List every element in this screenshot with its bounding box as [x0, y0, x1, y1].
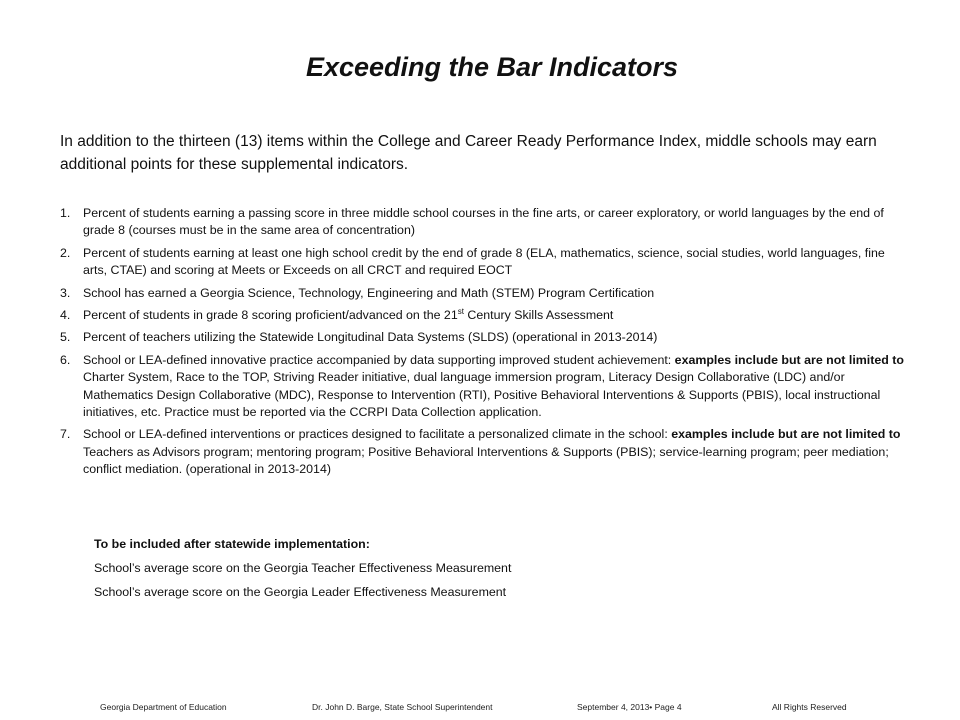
- item-text: Percent of students in grade 8 scoring proficient/advanced on the 21: [83, 308, 458, 323]
- item-text: School has earned a Georgia Science, Technology, Engineering and Math (STEM) Program Certification: [83, 285, 655, 300]
- item-bold-text: examples include but are not limited to: [674, 352, 904, 367]
- item-bold-text: examples include but are not limited to: [671, 427, 901, 442]
- item-text: School or LEA-defined interventions or practices designed to facilitate a personalized climate in the school:: [83, 427, 672, 442]
- list-item: [60, 329, 910, 346]
- item-text-cont: Teachers as Advisors program; mentoring program; Positive Behavioral Interventions & Supports (PBIS); service-learning program; peer mediation; conflict mediation. (operational in 2013-2014): [83, 444, 889, 477]
- footer-rights: All Rights Reserved: [772, 702, 847, 712]
- footer-date-page: September 4, 2013• Page 4: [577, 702, 682, 712]
- footer-org: Georgia Department of Education: [100, 702, 227, 712]
- list-item: [60, 307, 910, 324]
- list-item: [60, 205, 910, 240]
- superscript: st: [457, 306, 464, 316]
- item-number: 6.: [60, 352, 71, 367]
- item-text: Percent of teachers utilizing the Statewide Longitudinal Data Systems (SLDS) (operational in 2013-2014): [83, 330, 658, 345]
- item-number: 7.: [60, 427, 71, 442]
- item-text-cont: Charter System, Race to the TOP, Striving Reader initiative, dual language immersion program, Literacy Design Collaborative (LDC) and/or Mathematics Design Collaborative (MDC), Response to Intervention (RTI), Positive Behavioral Interventions & Supports (PBIS), local instructional initiatives, etc. Practice must be reported via the CCRPI Data Collection application.: [83, 370, 881, 420]
- item-text-cont: Century Skills Assessment: [463, 308, 614, 323]
- intro-paragraph: In addition to the thirteen (13) items within the College and Career Ready Performance Index, middle schools may earn additional points for these supplemental indicators.: [60, 133, 877, 173]
- indicator-list: [60, 205, 910, 484]
- page-title: Exceeding the Bar Indicators: [305, 52, 679, 82]
- item-number: 5.: [60, 330, 71, 345]
- future-section: [94, 536, 894, 608]
- list-item: [60, 352, 910, 422]
- footer-superintendent: Dr. John D. Barge, State School Superintendent: [312, 702, 493, 712]
- list-item: [60, 285, 910, 302]
- future-line: School’s average score on the Georgia Leader Effectiveness Measurement: [94, 585, 507, 599]
- item-number: 1.: [60, 206, 71, 220]
- item-text: Percent of students earning at least one high school credit by the end of grade 8 (ELA, mathematics, science, social studies, world languages, fine arts, CTAE) and scoring at Meets or Exceeds on all CRCT and required EOCT: [83, 245, 885, 278]
- future-line: School’s average score on the Georgia Teacher Effectiveness Measurement: [94, 561, 512, 575]
- item-number: 2.: [60, 245, 71, 260]
- future-heading: To be included after statewide implementation:: [94, 537, 370, 551]
- item-text: School or LEA-defined innovative practice accompanied by data supporting improved student achievement:: [83, 352, 675, 367]
- page-footer: [0, 702, 960, 716]
- list-item: [60, 426, 910, 478]
- item-text: Percent of students earning a passing score in three middle school courses in the fine arts, or career exploratory, or world languages by the end of grade 8 (courses must be in the same area of concentration): [83, 206, 884, 238]
- list-item: [60, 245, 910, 280]
- item-number: 4.: [60, 308, 71, 323]
- item-number: 3.: [60, 285, 71, 300]
